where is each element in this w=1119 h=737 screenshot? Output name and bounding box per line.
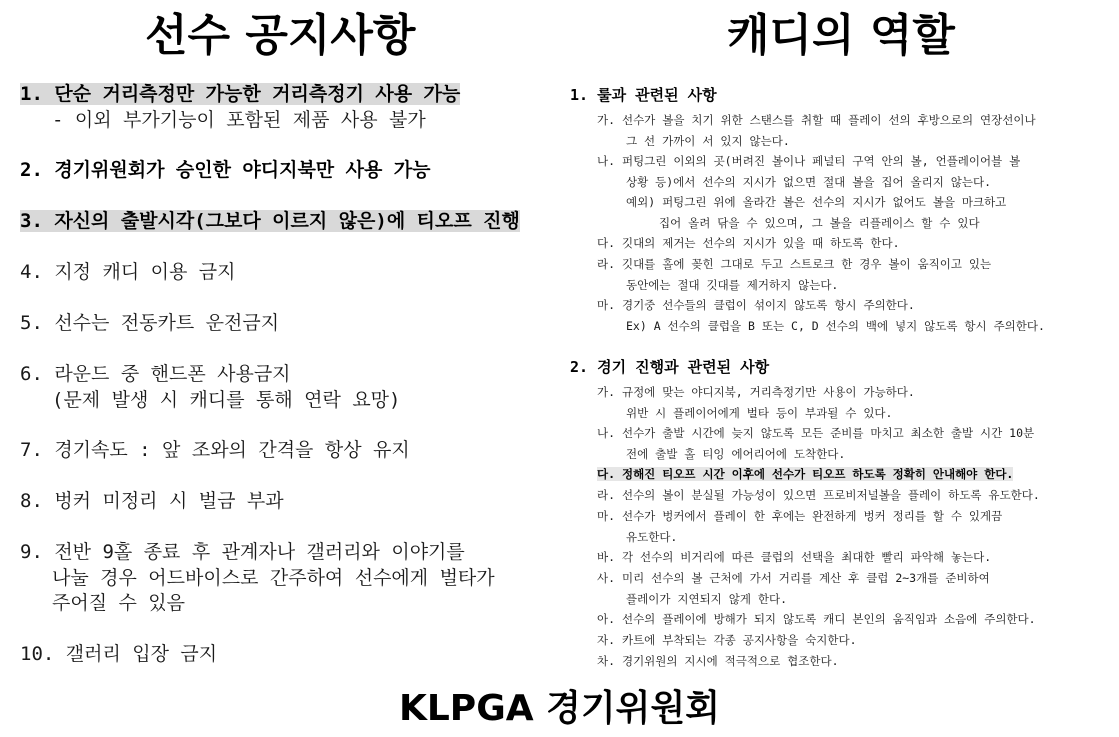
notice-6-line-2: (문제 발생 시 캐디를 통해 연락 요망) xyxy=(52,388,401,411)
notice-7-line-1: 7. 경기속도 : 앞 조와의 간격을 항상 유지 xyxy=(20,439,410,461)
notice-3-line-1: 3. 자신의 출발시각(그보다 이르지 않은)에 티오프 진행 xyxy=(20,210,520,232)
role-line: 마. 선수가 벙커에서 플레이 한 후에는 완전하게 벙커 정리를 할 수 있게끔 xyxy=(597,509,1003,523)
notice-item-6 xyxy=(20,362,550,413)
role-line: 플레이가 지연되지 않게 한다. xyxy=(626,591,788,606)
role-item-2-cha xyxy=(597,651,839,672)
notice-2-line-1: 2. 경기위원회가 승인한 야디지북만 사용 가능 xyxy=(20,159,431,181)
role-line: 예외) 퍼팅그린 위에 올라간 볼은 선수의 지시가 없어도 볼을 마크하고 xyxy=(626,195,1007,209)
role-item-2-a xyxy=(597,609,1036,630)
role-line: 전에 출발 홀 티잉 에어리어에 도착한다. xyxy=(626,446,846,461)
role-line: 동안에는 절대 깃대를 제거하지 않는다. xyxy=(626,277,839,292)
player-notice-title: 선수 공지사항 xyxy=(145,10,416,61)
role-line: 라. 선수의 볼이 분실될 가능성이 있으면 프로비저널볼을 플레이 하도록 유도한다. xyxy=(597,488,1040,502)
notice-item-7 xyxy=(20,438,550,464)
role-line: 상황 등)에서 선수의 지시가 없으면 절대 볼을 집어 올리지 않는다. xyxy=(626,174,991,189)
notice-1-line-2: - 이외 부가기능이 포함된 제품 사용 불가 xyxy=(52,108,426,131)
notice-6-line-1: 6. 라운드 중 핸드폰 사용금지 xyxy=(20,363,291,385)
role-line: 집어 올려 닦을 수 있으며, 그 볼을 리플레이스 할 수 있다 xyxy=(659,215,980,230)
notice-9-line-1: 9. 전반 9홀 종료 후 관계자나 갤러리와 이야기를 xyxy=(20,541,465,563)
notice-item-8 xyxy=(20,489,550,515)
role-line: 차. 경기위원의 지시에 적극적으로 협조한다. xyxy=(597,654,839,668)
role-item-1-ra xyxy=(597,254,991,295)
notice-item-3 xyxy=(20,209,550,235)
role-item-2-ba xyxy=(597,547,991,568)
role-line: 아. 선수의 플레이에 방해가 되지 않도록 캐디 본인의 움직임과 소음에 주의한다. xyxy=(597,612,1036,626)
role-item-2-ja xyxy=(597,630,857,651)
role-line: Ex) A 선수의 클럽을 B 또는 C, D 선수의 백에 넣지 않도록 항시 주의한다. xyxy=(626,318,1045,333)
role-line: 다. 깃대의 제거는 선수의 지시가 있을 때 하도록 한다. xyxy=(597,236,900,250)
notice-10-line-1: 10. 갤러리 입장 금지 xyxy=(20,643,218,665)
role-item-2-ma xyxy=(597,506,1002,547)
notice-4-line-1: 4. 지정 캐디 이용 금지 xyxy=(20,261,236,283)
notice-item-4 xyxy=(20,260,550,286)
notice-item-2 xyxy=(20,158,550,184)
role-line: 위반 시 플레이어에게 벌타 등이 부과될 수 있다. xyxy=(626,405,893,420)
role-item-2-ga xyxy=(597,382,915,423)
notice-item-5 xyxy=(20,311,550,337)
role-item-2-sa xyxy=(597,568,990,609)
notice-5-line-1: 5. 선수는 전동카트 운전금지 xyxy=(20,312,280,334)
notice-item-9 xyxy=(20,540,550,617)
notice-9-line-3: 주어질 수 있음 xyxy=(52,592,186,614)
role-line: 바. 각 선수의 비거리에 따른 클럽의 선택을 최대한 빨리 파악해 놓는다. xyxy=(597,550,992,564)
notice-1-line-1: 1. 단순 거리측정만 가능한 거리측정기 사용 가능 xyxy=(20,83,461,105)
role-item-1-ma xyxy=(597,295,1045,336)
role-line: 나. 선수가 출발 시간에 늦지 않도록 모든 준비를 마치고 최소한 출발 시간 10분 xyxy=(597,426,1035,440)
notice-9-line-2: 나눌 경우 어드바이스로 간주하여 선수에게 벌타가 xyxy=(52,566,495,589)
notice-8-line-1: 8. 벙커 미정리 시 벌금 부과 xyxy=(20,490,284,512)
caddie-role-title: 캐디의 역할 xyxy=(727,10,955,61)
role-line: 가. 선수가 볼을 치기 위한 스탠스를 취할 때 플레이 선의 후방으로의 연장선이나 xyxy=(597,113,1036,127)
section-heading-pace: 2. 경기 진행과 관련된 사항 xyxy=(570,358,770,376)
role-line: 마. 경기중 선수들의 클럽이 섞이지 않도록 항시 주의한다. xyxy=(597,298,915,312)
role-item-1-da xyxy=(597,233,900,254)
role-line: 다. 정해진 티오프 시간 이후에 선수가 티오프 하도록 정확히 안내해야 한다. xyxy=(597,467,1014,481)
role-line: 라. 깃대를 홀에 꽂힌 그대로 두고 스트로크 한 경우 볼이 움직이고 있는 xyxy=(597,257,992,271)
role-line: 그 선 가까이 서 있지 않는다. xyxy=(626,133,790,148)
role-line: 나. 퍼팅그린 이외의 곳(버려진 볼이나 페널티 구역 안의 볼, 언플레이어블 볼 xyxy=(597,154,1021,168)
role-item-2-na xyxy=(597,423,1034,464)
role-item-2-da xyxy=(597,464,1013,485)
notice-item-10 xyxy=(20,642,550,668)
role-line: 유도한다. xyxy=(626,529,678,544)
role-line: 사. 미리 선수의 볼 근처에 가서 거리를 계산 후 클럽 2~3개를 준비하여 xyxy=(597,571,990,585)
role-line: 자. 카트에 부착되는 각종 공지사항을 숙지한다. xyxy=(597,633,857,647)
role-item-2-ra xyxy=(597,485,1040,506)
notice-item-1 xyxy=(20,82,550,133)
organizer-footer: KLPGA 경기위원회 xyxy=(398,688,721,729)
role-item-1-ga xyxy=(597,110,1036,151)
role-line: 가. 규정에 맞는 야디지북, 거리측정기만 사용이 가능하다. xyxy=(597,385,915,399)
role-item-1-na xyxy=(597,151,1020,233)
section-heading-rules: 1. 룰과 관련된 사항 xyxy=(570,86,717,104)
